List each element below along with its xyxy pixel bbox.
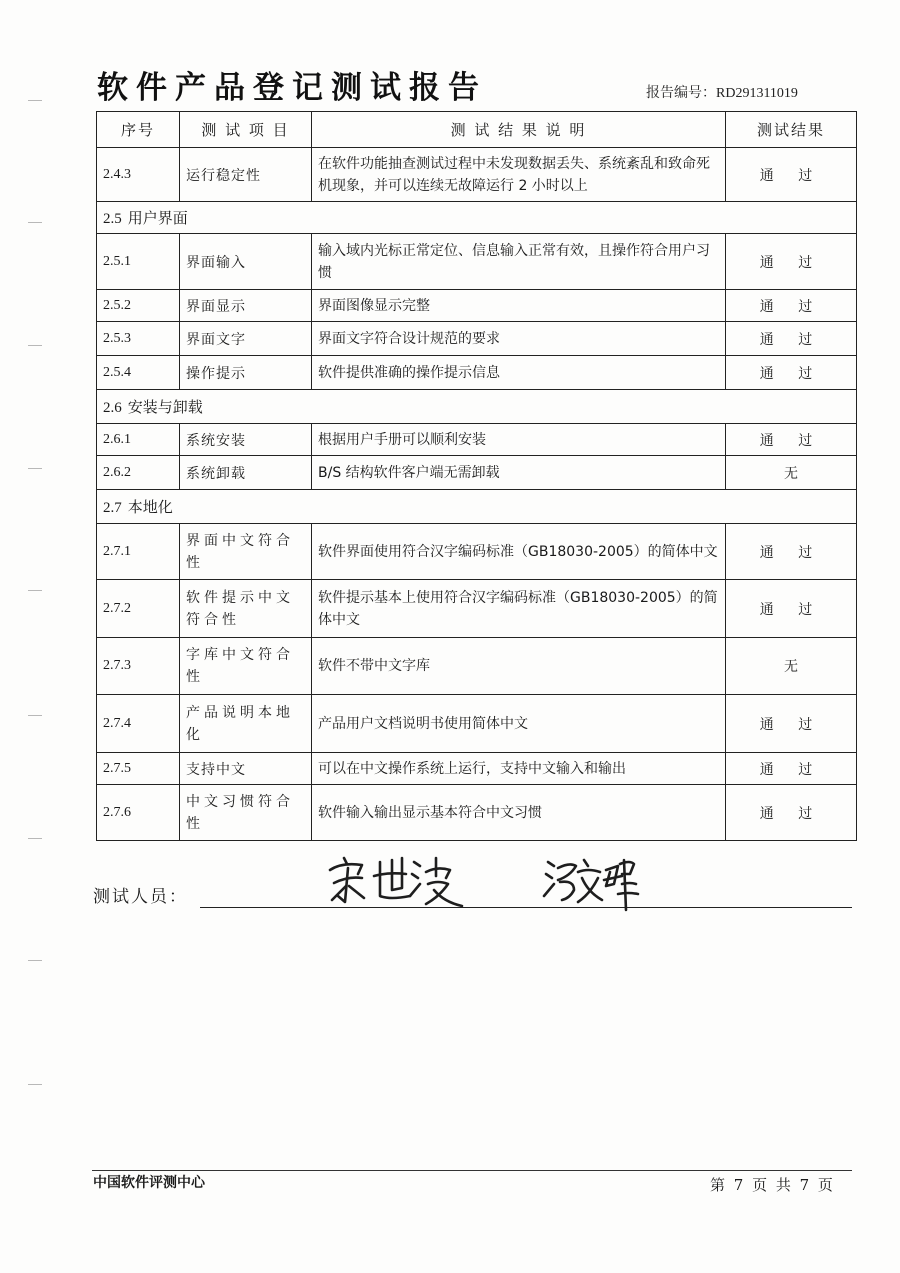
table-row — [97, 638, 857, 695]
row-no: 2.5.2 — [97, 290, 180, 322]
section-title: 安装与卸载 — [127, 398, 203, 416]
binder-mark — [28, 715, 42, 716]
section-title: 用户界面 — [127, 209, 188, 227]
report-number: 报告编号：RD291311019 — [646, 86, 798, 101]
row-description: 产品用户文档说明书使用简体中文 — [312, 695, 726, 753]
binder-mark — [28, 590, 42, 591]
row-no: 2.5.3 — [97, 322, 180, 356]
row-result: 通 过 — [726, 290, 857, 322]
row-description: 界面文字符合设计规范的要求 — [312, 322, 726, 356]
column-header-result: 测试结果 — [726, 112, 857, 148]
row-item: 界面文字 — [180, 322, 312, 356]
table-row — [97, 456, 857, 490]
row-description: 根据用户手册可以顺利安装 — [312, 424, 726, 456]
row-item: 界面中文符合性 — [180, 524, 312, 580]
row-result: 通 过 — [726, 524, 857, 580]
column-header-item: 测 试 项 目 — [180, 112, 312, 148]
section-row — [97, 490, 857, 524]
table-row — [97, 148, 857, 202]
signature-song-shibo — [322, 850, 467, 912]
row-result: 通 过 — [726, 580, 857, 638]
row-result: 通 过 — [726, 785, 857, 841]
table-row — [97, 322, 857, 356]
section-row — [97, 202, 857, 234]
row-item: 产品说明本地化 — [180, 695, 312, 753]
table-row — [97, 234, 857, 290]
page-number: 第 7 页 共 7 页 — [710, 1176, 835, 1194]
binder-mark — [28, 838, 42, 839]
binder-mark — [28, 100, 42, 101]
row-no: 2.6.2 — [97, 456, 180, 490]
row-item: 支持中文 — [180, 753, 312, 785]
row-result: 通 过 — [726, 753, 857, 785]
row-result: 无 — [726, 638, 857, 695]
row-description: 在软件功能抽查测试过程中未发现数据丢失、系统紊乱和致命死机现象，并可以连续无故障运行 2 小时以上 — [312, 148, 726, 202]
table-row — [97, 424, 857, 456]
binder-mark — [28, 345, 42, 346]
row-item: 操作提示 — [180, 356, 312, 390]
row-description: 输入域内光标正常定位、信息输入正常有效，且操作符合用户习惯 — [312, 234, 726, 290]
section-id: 2.7 — [103, 500, 122, 516]
table-row — [97, 695, 857, 753]
table-row — [97, 785, 857, 841]
section-id: 2.5 — [103, 211, 122, 227]
row-description: B/S 结构软件客户端无需卸载 — [312, 456, 726, 490]
row-no: 2.7.4 — [97, 695, 180, 753]
footer-organization: 中国软件评测中心 — [93, 1175, 205, 1191]
binder-mark — [28, 1084, 42, 1085]
row-item: 界面输入 — [180, 234, 312, 290]
binder-mark — [28, 960, 42, 961]
row-result: 无 — [726, 456, 857, 490]
row-description: 界面图像显示完整 — [312, 290, 726, 322]
row-no: 2.4.3 — [97, 148, 180, 202]
row-item: 中文习惯符合性 — [180, 785, 312, 841]
row-description: 可以在中文操作系统上运行，支持中文输入和输出 — [312, 753, 726, 785]
section-row — [97, 390, 857, 424]
row-item: 界面显示 — [180, 290, 312, 322]
row-item: 系统安装 — [180, 424, 312, 456]
test-results-table — [96, 111, 857, 841]
table-row — [97, 580, 857, 638]
row-item: 系统卸载 — [180, 456, 312, 490]
section-id: 2.6 — [103, 400, 122, 416]
table-row — [97, 524, 857, 580]
page-title: 软件产品登记测试报告 — [97, 70, 487, 106]
row-no: 2.7.5 — [97, 753, 180, 785]
row-result: 通 过 — [726, 322, 857, 356]
row-item: 软件提示中文符合性 — [180, 580, 312, 638]
binder-mark — [28, 222, 42, 223]
row-item: 字库中文符合性 — [180, 638, 312, 695]
row-result: 通 过 — [726, 148, 857, 202]
row-result: 通 过 — [726, 356, 857, 390]
row-result: 通 过 — [726, 424, 857, 456]
row-no: 2.5.4 — [97, 356, 180, 390]
row-no: 2.7.3 — [97, 638, 180, 695]
table-row — [97, 753, 857, 785]
tester-label: 测试人员： — [93, 887, 188, 907]
column-header-description: 测 试 结 果 说 明 — [312, 112, 726, 148]
row-description: 软件输入输出显示基本符合中文习惯 — [312, 785, 726, 841]
table-row — [97, 356, 857, 390]
row-no: 2.5.1 — [97, 234, 180, 290]
footer-divider — [92, 1170, 852, 1171]
binder-mark — [28, 468, 42, 469]
signature-tang-wenjuan — [540, 850, 640, 918]
row-no: 2.6.1 — [97, 424, 180, 456]
row-description: 软件界面使用符合汉字编码标准（GB18030-2005）的简体中文 — [312, 524, 726, 580]
row-description: 软件提供准确的操作提示信息 — [312, 356, 726, 390]
row-no: 2.7.6 — [97, 785, 180, 841]
row-description: 软件不带中文字库 — [312, 638, 726, 695]
row-no: 2.7.2 — [97, 580, 180, 638]
section-title: 本地化 — [127, 498, 173, 516]
row-item: 运行稳定性 — [180, 148, 312, 202]
row-result: 通 过 — [726, 234, 857, 290]
signature-line — [200, 907, 852, 908]
table-header-row — [97, 112, 857, 148]
row-no: 2.7.1 — [97, 524, 180, 580]
row-description: 软件提示基本上使用符合汉字编码标准（GB18030-2005）的简体中文 — [312, 580, 726, 638]
table-row — [97, 290, 857, 322]
row-result: 通 过 — [726, 695, 857, 753]
column-header-no: 序号 — [97, 112, 180, 148]
